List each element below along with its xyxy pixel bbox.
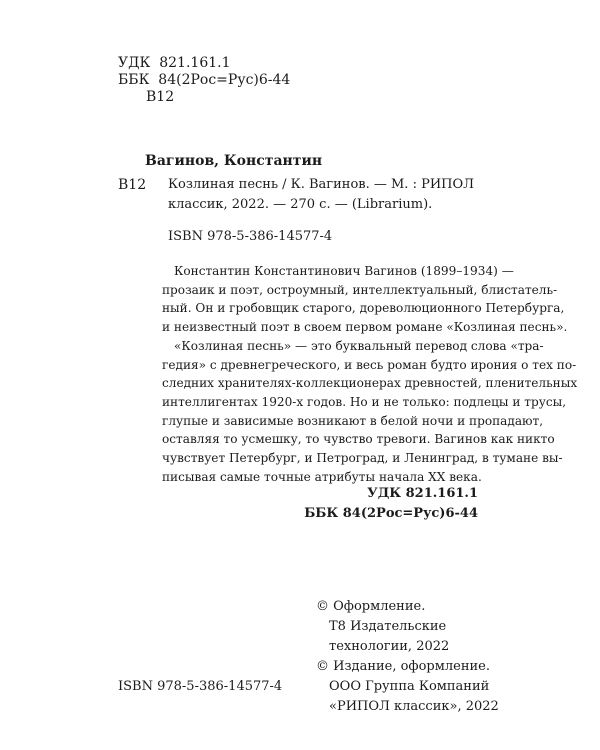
copyright-design-year: технологии, 2022	[329, 639, 450, 654]
title-line-2: классик, 2022. — 270 с. — (Librarium).	[168, 197, 433, 212]
annotation-line: ный. Он и гробовщик старого, дореволюционного Петербурга,	[162, 301, 565, 316]
annotation-line: глупые и зависимые возникают в белой ночи и пропадают,	[162, 413, 544, 428]
classification-right	[304, 484, 478, 524]
copyright-design: © Оформление.	[316, 599, 426, 614]
annotation-line: и неизвестный поэт в своем первом романе «Козлиная песнь».	[162, 320, 568, 335]
annotation-line: писывая самые точные атрибуты начала XX века.	[162, 469, 482, 484]
author-mark: В12	[146, 89, 175, 105]
copyright-block	[316, 597, 499, 717]
annotation-line: оставляя то усмешку, то чувство тревоги. Вагинов как никто	[162, 432, 555, 447]
isbn-top: ISBN 978-5-386-14577-4	[168, 229, 333, 244]
annotation	[162, 262, 578, 486]
copyright-design-holder: Т8 Издательские	[329, 619, 447, 634]
annotation-line: интеллигентах 1920-х годов. Но и не только: подлецы и трусы,	[162, 394, 567, 409]
bbk-code: ББК 84(2Рос=Рус)6-44	[118, 72, 291, 88]
annotation-line: следних хранителях-коллекционерах древностей, пленительных	[162, 376, 578, 391]
annotation-line: чувствует Петербург, и Петроград, и Ленинград, в тумане вы-	[162, 451, 563, 466]
bib-mark: В12	[118, 177, 147, 193]
copyright-edition: © Издание, оформление.	[316, 659, 490, 674]
udk-right: УДК 821.161.1	[367, 486, 478, 501]
copyright-edition-holder: ООО Группа Компаний	[329, 679, 490, 694]
bbk-right: ББК 84(2Рос=Рус)6-44	[304, 506, 478, 521]
annotation-line: «Козлиная песнь» — это буквальный перевод слова «тра-	[174, 338, 544, 353]
copyright-edition-year: «РИПОЛ классик», 2022	[329, 699, 499, 714]
udk-code: УДК 821.161.1	[118, 55, 231, 71]
bibliographic-description	[168, 175, 484, 215]
isbn-bottom: ISBN 978-5-386-14577-4	[118, 679, 283, 694]
title-line-1: Козлиная песнь / К. Вагинов. — М. : РИПОЛ	[168, 177, 475, 192]
annotation-line: Константин Константинович Вагинов (1899–1934) —	[174, 264, 514, 278]
author-heading: Вагинов, Константин	[145, 153, 323, 169]
annotation-line: прозаик и поэт, остроумный, интеллектуальный, блистатель-	[162, 282, 558, 297]
annotation-line: гедия» с древнегреческого, и весь роман будто ирония о тех по-	[162, 357, 577, 372]
classification-block	[118, 55, 290, 106]
